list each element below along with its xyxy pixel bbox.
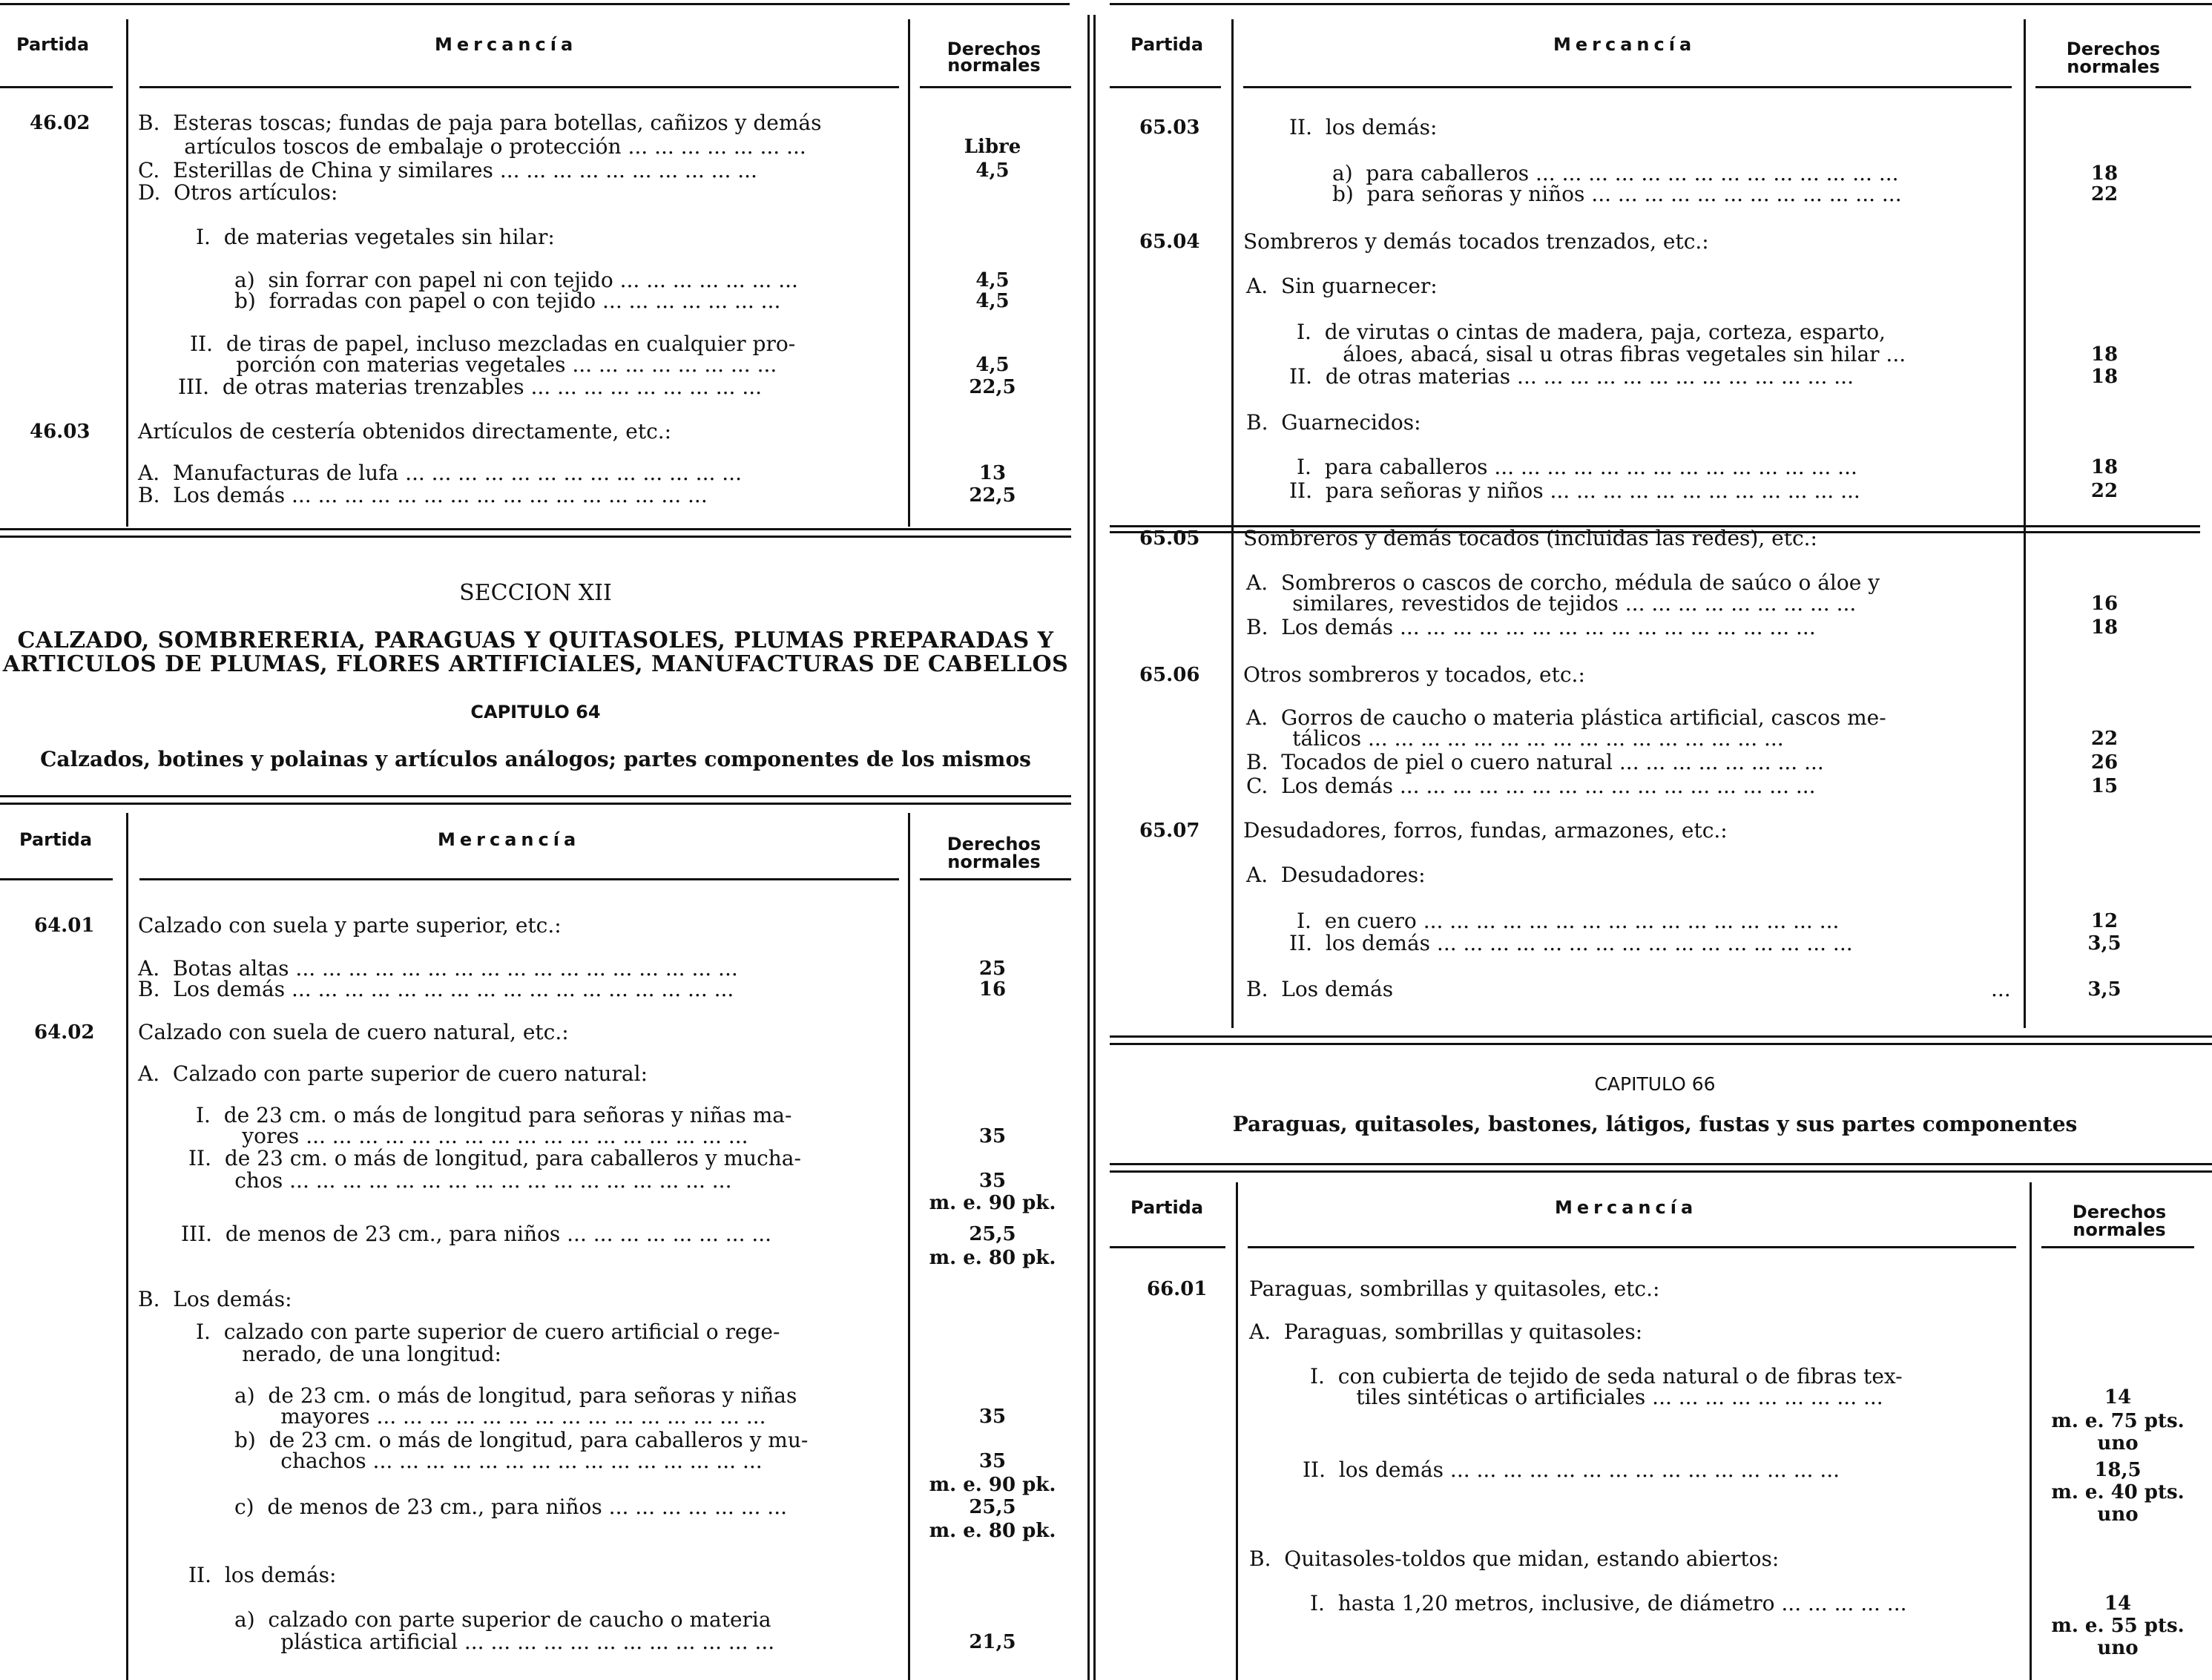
item-description: I. hasta 1,20 metros, inclusive, de diámetro ... ... ... ... ... bbox=[1310, 1591, 1907, 1615]
duty-value: 15 bbox=[2090, 775, 2119, 797]
duty-value: 18 bbox=[2090, 162, 2119, 185]
header-derechos: Derechos bbox=[947, 834, 1041, 854]
item-description: A. Sin guarnecer: bbox=[1246, 274, 1438, 298]
item-description: II. los demás ... ... ... ... ... ... ... ... ... ... ... ... ... ... ... bbox=[1303, 1457, 1840, 1482]
item-description: II. de otras materias ... ... ... ... ... ... ... ... ... ... ... ... ... bbox=[1289, 364, 1854, 389]
header-partida: Partida bbox=[16, 34, 90, 55]
section-heading: ARTICULOS DE PLUMAS, FLORES ARTIFICIALES, MANUFACTURAS DE CABELLOS bbox=[2, 651, 1069, 677]
item-description: II. los demás: bbox=[188, 1563, 337, 1587]
rule bbox=[1236, 1182, 1238, 1680]
rule bbox=[1110, 3, 2212, 5]
item-description: similares, revestidos de tejidos ... ... ... ... ... ... ... ... ... bbox=[1246, 591, 1857, 616]
item-description: a) sin forrar con papel ni con tejido ... ... ... ... ... ... ... bbox=[234, 268, 798, 292]
item-description: B. Los demás ... ... ... ... ... ... ... ... ... ... ... ... ... ... ... ... bbox=[138, 483, 708, 507]
item-description: A. Calzado con parte superior de cuero natural: bbox=[138, 1061, 648, 1086]
rule bbox=[1110, 1170, 2212, 1173]
item-description: A. Manufacturas de lufa ... ... ... ... ... ... ... ... ... ... ... ... ... bbox=[138, 461, 742, 485]
duty-value: 25 bbox=[978, 958, 1007, 980]
item-description: B. Los demás: bbox=[138, 1287, 292, 1311]
duty-value: 3,5 bbox=[2087, 932, 2122, 955]
partida-code: 65.05 bbox=[1139, 527, 1200, 550]
item-description: II. los demás ... ... ... ... ... ... ... ... ... ... ... ... ... ... ... ... bbox=[1289, 931, 1853, 955]
rule bbox=[139, 86, 899, 88]
item-leader: ... bbox=[1991, 977, 2011, 1001]
item-description: III. de menos de 23 cm., para niños ... ... ... ... ... ... ... ... bbox=[181, 1222, 772, 1246]
duty-value: 35 bbox=[978, 1450, 1007, 1472]
item-description: B. Quitasoles-toldos que midan, estando abiertos: bbox=[1249, 1546, 1780, 1571]
duty-value: 4,5 bbox=[975, 354, 1010, 376]
item-description: nerado, de una longitud: bbox=[196, 1342, 501, 1366]
item-description: yores ... ... ... ... ... ... ... ... ... ... ... ... ... ... ... ... ... bbox=[196, 1124, 748, 1148]
partida-code: 65.06 bbox=[1139, 664, 1200, 686]
duty-value: 18 bbox=[2090, 456, 2119, 478]
item-description: A. Paraguas, sombrillas y quitasoles: bbox=[1249, 1320, 1643, 1344]
duty-value: 26 bbox=[2090, 751, 2119, 774]
rule bbox=[0, 86, 113, 88]
duty-value: m. e. 90 pk. bbox=[929, 1192, 1056, 1214]
chapter-subtitle: Calzados, botines y polainas y artículos análogos; partes componentes de los mismos bbox=[40, 747, 1031, 771]
item-description: Paraguas, sombrillas y quitasoles, etc.: bbox=[1249, 1277, 1660, 1301]
duty-value: 18 bbox=[2090, 616, 2119, 639]
rule bbox=[908, 19, 910, 527]
chapter-title: CAPITULO 64 bbox=[470, 702, 601, 722]
rule bbox=[0, 795, 1071, 797]
rule bbox=[1243, 86, 2012, 88]
duty-value: Libre bbox=[964, 136, 1021, 158]
duty-value: m. e. 80 pk. bbox=[929, 1247, 1056, 1269]
header-normales: normales bbox=[947, 851, 1041, 872]
partida-code: 64.02 bbox=[34, 1021, 95, 1044]
duty-value: uno bbox=[2097, 1432, 2139, 1455]
item-description: I. de virutas o cintas de madera, paja, corteza, esparto, bbox=[1297, 320, 1886, 344]
duty-value: uno bbox=[2097, 1503, 2139, 1526]
duty-value: 3,5 bbox=[2087, 978, 2122, 1001]
duty-value: 14 bbox=[2104, 1592, 2132, 1615]
duty-value: 4,5 bbox=[975, 159, 1010, 182]
rule bbox=[2024, 19, 2026, 1028]
column-divider bbox=[1093, 15, 1096, 1680]
rule bbox=[126, 19, 128, 527]
duty-value: 4,5 bbox=[975, 290, 1010, 312]
rule bbox=[1110, 1246, 1225, 1248]
item-description: Sombreros y demás tocados trenzados, etc.: bbox=[1243, 229, 1709, 254]
header-normales: normales bbox=[947, 55, 1041, 76]
item-description: Artículos de cestería obtenidos directamente, etc.: bbox=[138, 419, 672, 444]
header-derechos: Derechos bbox=[2072, 1202, 2167, 1222]
item-description: D. Otros artículos: bbox=[138, 180, 338, 205]
item-description: b) de 23 cm. o más de longitud, para caballeros y mu- bbox=[234, 1428, 809, 1452]
rule bbox=[0, 878, 113, 880]
duty-value: m. e. 80 pk. bbox=[929, 1520, 1056, 1542]
item-description: B. Los demás ... ... ... ... ... ... ... ... ... ... ... ... ... ... ... ... bbox=[1246, 615, 1816, 639]
item-description: B. Esteras toscas; fundas de paja para botellas, cañizos y demás bbox=[138, 111, 822, 135]
duty-value: 13 bbox=[978, 462, 1007, 484]
item-description: áloes, abacá, sisal u otras fibras vegetales sin hilar ... bbox=[1297, 342, 1906, 366]
duty-value: 22,5 bbox=[969, 376, 1016, 398]
duty-value: 25,5 bbox=[969, 1496, 1016, 1518]
item-description: I. en cuero ... ... ... ... ... ... ... ... ... ... ... ... ... ... ... ... bbox=[1297, 909, 1840, 933]
item-description: B. Tocados de piel o cuero natural ... ... ... ... ... ... ... ... bbox=[1246, 750, 1824, 774]
duty-value: 35 bbox=[978, 1125, 1007, 1147]
rule bbox=[0, 3, 1070, 5]
rule bbox=[920, 878, 1071, 880]
item-description: Calzado con suela y parte superior, etc.: bbox=[138, 913, 562, 938]
duty-value: 22 bbox=[2090, 480, 2119, 502]
rule bbox=[1231, 19, 1234, 1028]
duty-value: m. e. 90 pk. bbox=[929, 1474, 1056, 1496]
item-description: b) forradas con papel o con tejido ... ... ... ... ... ... ... bbox=[234, 289, 781, 313]
item-description: porción con materias vegetales ... ... ... ... ... ... ... ... bbox=[190, 352, 777, 377]
item-description: b) para señoras y niños ... ... ... ... ... ... ... ... ... ... ... ... bbox=[1332, 182, 1902, 206]
item-description: A. Gorros de caucho o materia plástica artificial, cascos me- bbox=[1246, 705, 1886, 730]
rule bbox=[0, 536, 1071, 538]
partida-code: 65.03 bbox=[1139, 116, 1200, 139]
header-derechos: Derechos bbox=[2066, 39, 2161, 59]
item-description: chachos ... ... ... ... ... ... ... ... ... ... ... ... ... ... ... bbox=[234, 1449, 763, 1473]
rule bbox=[139, 878, 899, 880]
item-description: A. Sombreros o cascos de corcho, médula de saúco o áloe y bbox=[1246, 570, 1880, 595]
partida-code: 65.04 bbox=[1139, 231, 1200, 253]
item-description: B. Los demás ... ... ... ... ... ... ... ... ... ... ... ... ... ... ... ... ... bbox=[138, 977, 734, 1001]
item-description: B. Guarnecidos: bbox=[1246, 410, 1421, 435]
duty-value: uno bbox=[2097, 1637, 2139, 1659]
item-description: A. Botas altas ... ... ... ... ... ... ... ... ... ... ... ... ... ... ... ... ... bbox=[138, 956, 738, 981]
item-description: chos ... ... ... ... ... ... ... ... ... ... ... ... ... ... ... ... ... bbox=[188, 1168, 732, 1193]
chapter-subtitle: Paraguas, quitasoles, bastones, látigos, fustas y sus partes componentes bbox=[1232, 1112, 2078, 1136]
duty-value: 25,5 bbox=[969, 1223, 1016, 1245]
item-description: Otros sombreros y tocados, etc.: bbox=[1243, 662, 1585, 687]
item-description: III. de otras materias trenzables ... ... ... ... ... ... ... ... ... bbox=[178, 375, 763, 399]
rule bbox=[1110, 1043, 2212, 1045]
item-description: II. de 23 cm. o más de longitud, para caballeros y mucha- bbox=[188, 1146, 801, 1170]
item-description: tálicos ... ... ... ... ... ... ... ... ... ... ... ... ... ... ... ... bbox=[1246, 726, 1784, 751]
item-description: B. Los demás bbox=[1246, 977, 1394, 1001]
rule bbox=[908, 813, 910, 1680]
item-description: Sombreros y demás tocados (incluidas las redes), etc.: bbox=[1243, 526, 1817, 550]
duty-value: 35 bbox=[978, 1170, 1007, 1192]
item-description: II. de tiras de papel, incluso mezcladas en cualquier pro- bbox=[190, 332, 796, 356]
duty-value: 22 bbox=[2090, 728, 2119, 750]
rule bbox=[2030, 1182, 2032, 1680]
header-partida: Partida bbox=[1130, 1197, 1204, 1218]
rule bbox=[0, 528, 1071, 530]
rule bbox=[1248, 1246, 2016, 1248]
duty-value: 21,5 bbox=[969, 1631, 1016, 1653]
partida-code: 46.02 bbox=[30, 112, 90, 134]
duty-value: 14 bbox=[2104, 1386, 2132, 1409]
rule bbox=[1110, 1035, 2212, 1038]
item-description: a) de 23 cm. o más de longitud, para señoras y niñas bbox=[234, 1383, 797, 1408]
header-mercancia: Mercancía bbox=[1553, 34, 1696, 55]
item-description: C. Esterillas de China y similares ... ... ... ... ... ... ... ... ... ... bbox=[138, 158, 757, 182]
duty-value: 22,5 bbox=[969, 484, 1016, 507]
item-description: artículos toscos de embalaje o protección ... ... ... ... ... ... ... bbox=[138, 134, 806, 159]
header-derechos: Derechos bbox=[947, 39, 1041, 59]
item-description: I. de 23 cm. o más de longitud para señoras y niñas ma- bbox=[196, 1103, 792, 1127]
rule bbox=[2041, 1246, 2194, 1248]
item-description: I. de materias vegetales sin hilar: bbox=[196, 225, 555, 249]
item-description: c) de menos de 23 cm., para niños ... ... ... ... ... ... ... bbox=[234, 1495, 787, 1519]
item-description: plástica artificial ... ... ... ... ... ... ... ... ... ... ... ... bbox=[234, 1630, 775, 1654]
section-title: SECCION XII bbox=[459, 580, 612, 606]
partida-code: 65.07 bbox=[1139, 820, 1200, 842]
partida-code: 46.03 bbox=[30, 421, 90, 443]
rule bbox=[920, 86, 1071, 88]
item-description: a) calzado con parte superior de caucho o materia bbox=[234, 1607, 771, 1632]
duty-value: 16 bbox=[978, 978, 1007, 1001]
item-description: tiles sintéticas o artificiales ... ... ... ... ... ... ... ... ... bbox=[1310, 1385, 1883, 1409]
duty-value: m. e. 55 pts. bbox=[2051, 1615, 2185, 1637]
header-normales: normales bbox=[2073, 1219, 2166, 1240]
duty-value: 35 bbox=[978, 1406, 1007, 1428]
duty-value: 16 bbox=[2090, 593, 2119, 615]
rule bbox=[126, 813, 128, 1680]
duty-value: 12 bbox=[2090, 910, 2119, 932]
rule bbox=[1110, 86, 1221, 88]
item-description: I. para caballeros ... ... ... ... ... ... ... ... ... ... ... ... ... ... bbox=[1297, 455, 1857, 479]
duty-value: 18 bbox=[2090, 366, 2119, 388]
item-description: A. Desudadores: bbox=[1246, 863, 1426, 887]
rule bbox=[2035, 86, 2191, 88]
duty-value: m. e. 40 pts. bbox=[2051, 1481, 2185, 1503]
header-normales: normales bbox=[2067, 56, 2160, 77]
item-description: II. los demás: bbox=[1289, 115, 1438, 139]
item-description: Calzado con suela de cuero natural, etc.: bbox=[138, 1020, 569, 1044]
duty-value: 22 bbox=[2090, 183, 2119, 205]
item-description: a) para caballeros ... ... ... ... ... ... ... ... ... ... ... ... ... ... bbox=[1332, 161, 1899, 185]
duty-value: m. e. 75 pts. bbox=[2051, 1410, 2185, 1432]
item-description: I. con cubierta de tejido de seda natural o de fibras tex- bbox=[1310, 1364, 1903, 1389]
partida-code: 64.01 bbox=[34, 915, 95, 937]
column-divider bbox=[1087, 15, 1090, 1680]
duty-value: 18,5 bbox=[2094, 1459, 2142, 1481]
item-description: mayores ... ... ... ... ... ... ... ... ... ... ... ... ... ... ... bbox=[234, 1404, 766, 1429]
duty-value: 18 bbox=[2090, 343, 2119, 366]
partida-code: 66.01 bbox=[1147, 1278, 1208, 1300]
header-mercancia: Mercancía bbox=[1555, 1197, 1698, 1218]
item-description: C. Los demás ... ... ... ... ... ... ... ... ... ... ... ... ... ... ... ... bbox=[1246, 774, 1816, 798]
chapter-title: CAPITULO 66 bbox=[1594, 1073, 1716, 1095]
item-description: II. para señoras y niños ... ... ... ... ... ... ... ... ... ... ... ... bbox=[1289, 478, 1860, 503]
header-mercancia: Mercancía bbox=[438, 829, 581, 850]
rule bbox=[1110, 1163, 2212, 1165]
item-description: Desudadores, forros, fundas, armazones, etc.: bbox=[1243, 818, 1728, 843]
header-mercancia: Mercancía bbox=[435, 34, 578, 55]
duty-value: 4,5 bbox=[975, 269, 1010, 291]
header-partida: Partida bbox=[1130, 34, 1204, 55]
rule bbox=[0, 803, 1071, 805]
item-description: I. calzado con parte superior de cuero artificial o rege- bbox=[196, 1320, 780, 1344]
section-heading: CALZADO, SOMBRERERIA, PARAGUAS Y QUITASOLES, PLUMAS PREPARADAS Y bbox=[17, 627, 1054, 653]
header-partida: Partida bbox=[19, 829, 93, 850]
